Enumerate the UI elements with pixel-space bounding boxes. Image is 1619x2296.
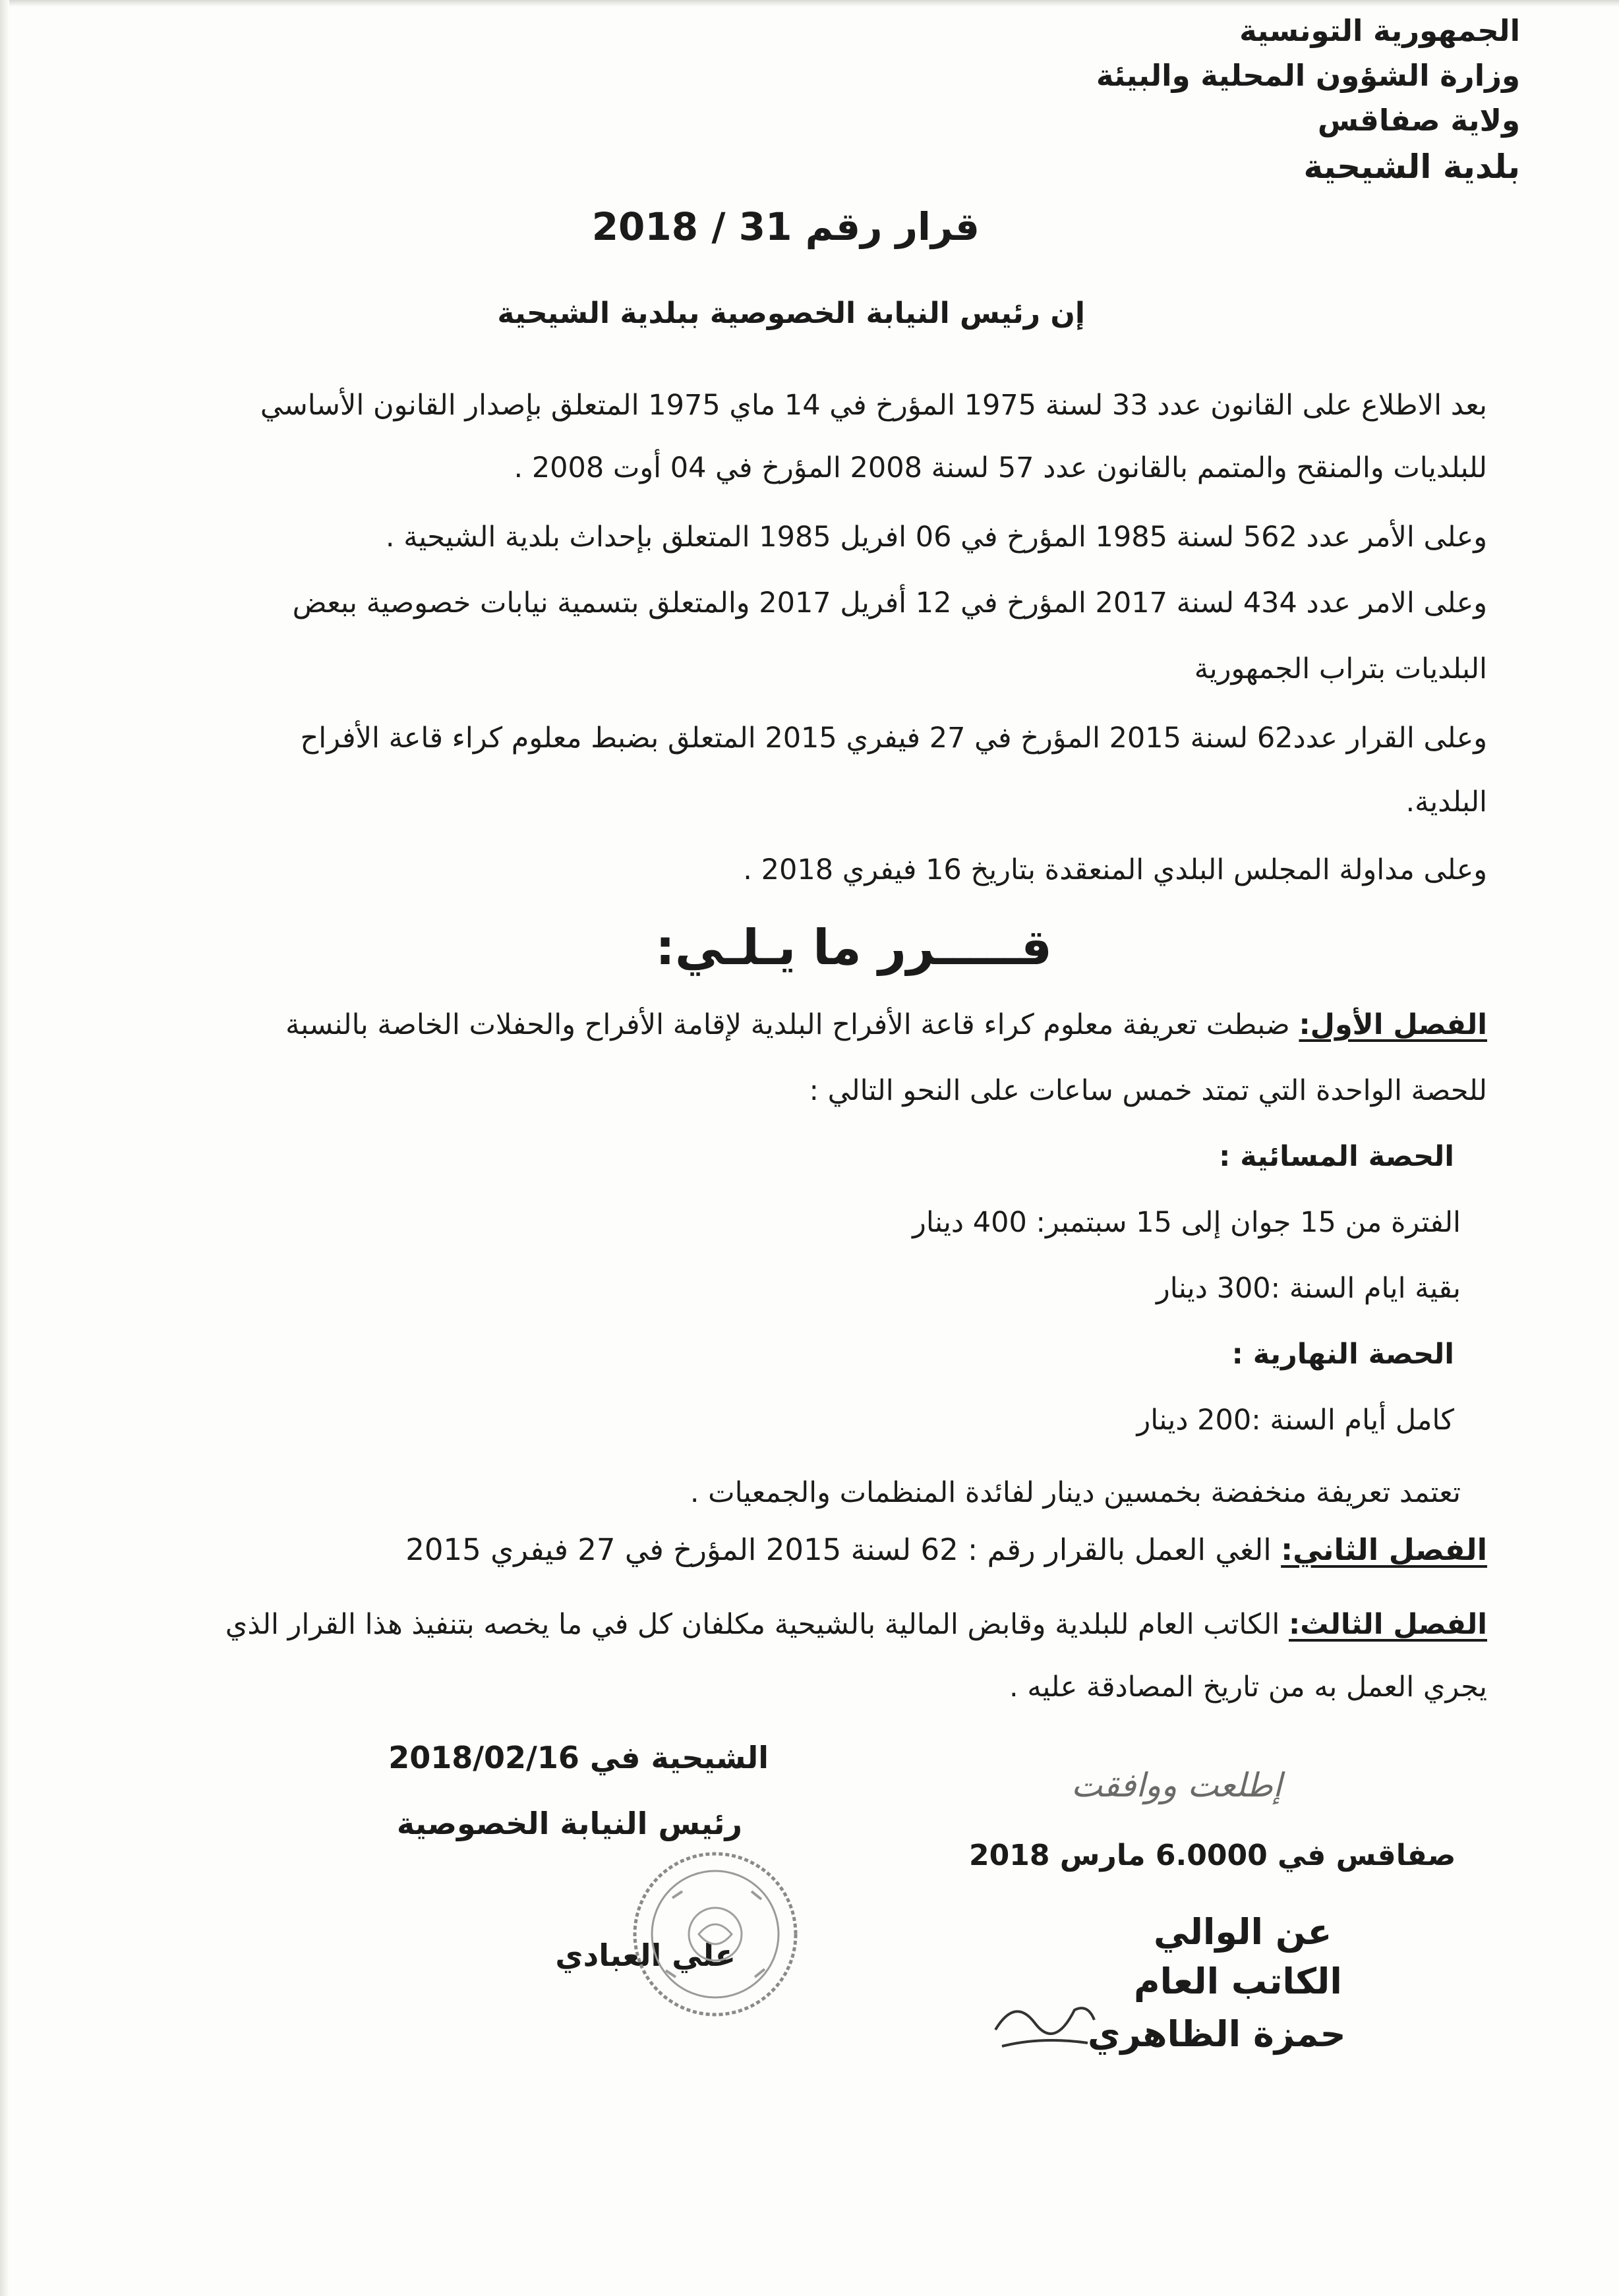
scan-edge-top — [0, 0, 1619, 7]
article1-line2: للحصة الواحدة التي تمتد خمس ساعات على النحو التالي : — [809, 1074, 1487, 1107]
decision-issuer: إن رئيس النيابة الخصوصية ببلدية الشيحية — [497, 297, 1085, 330]
preamble-p5: وعلى مداولة المجلس البلدي المنعقدة بتاريخ 16 فيفري 2018 . — [743, 853, 1487, 886]
day-all-year-rate: كامل أيام السنة :200 دينار — [1136, 1404, 1454, 1437]
article3-line2: يجري العمل به من تاريخ المصادقة عليه . — [1009, 1671, 1487, 1704]
evening-rest-rate: بقية ايام السنة :300 دينار — [1156, 1272, 1461, 1305]
preamble-p3-line1: وعلى الامر عدد 434 لسنة 2017 المؤرخ في 12 أفريل 2017 والمتعلق بتسمية نيابات خصوصية ببعض — [292, 587, 1487, 619]
article3-label: الفصل الثالث: — [1289, 1608, 1487, 1641]
decision-title: قرار رقم 31 / 2018 — [591, 204, 980, 249]
header-municipality: بلدية الشيحية — [1303, 148, 1520, 186]
article1-text-line1: ضبطت تعريفة معلوم كراء قاعة الأفراح البلدية لإقامة الأفراح والحفلات الخاصة بالنسبة — [285, 1008, 1299, 1041]
official-seal-stamp — [626, 1845, 804, 2023]
governor-on-behalf: عن الوالي — [1154, 1911, 1332, 1953]
preamble-p1-line2: للبلديات والمنقح والمتمم بالقانون عدد 57 لسنة 2008 المؤرخ في 04 أوت 2008 . — [514, 451, 1487, 484]
article2-text: الغي العمل بالقرار رقم : 62 لسنة 2015 المؤرخ في 27 فيفري 2015 — [405, 1532, 1281, 1567]
article3-line1 — [225, 1608, 1487, 1641]
evening-summer-rate: الفترة من 15 جوان إلى 15 سبتمبر: 400 دينار — [912, 1206, 1461, 1239]
header-state: ولاية صفاقس — [1317, 103, 1520, 138]
signature-role: رئيس النيابة الخصوصية — [396, 1806, 742, 1841]
evening-session-label: الحصة المسائية : — [1219, 1140, 1454, 1173]
article2-line — [405, 1532, 1487, 1567]
header-republic: الجمهورية التونسية — [1239, 13, 1520, 48]
signature-place-date: الشيحية في 2018/02/16 — [388, 1740, 769, 1775]
day-session-label: الحصة النهارية : — [1231, 1338, 1454, 1371]
preamble-p4-line1: وعلى القرار عدد62 لسنة 2015 المؤرخ في 27 فيفري 2015 المتعلق بضبط معلوم كراء قاعة الأفراح — [300, 722, 1487, 755]
article3-text-line1: الكاتب العام للبلدية وقابض المالية بالشيحية مكلفان كل في ما يخصه بتنفيذ هذا القرار الذي — [225, 1608, 1289, 1641]
handwritten-signature — [989, 1984, 1101, 2063]
decides-heading: قـــــرر ما يـلـي: — [655, 919, 1052, 976]
preamble-p3-line2: البلديات بتراب الجمهورية — [1194, 652, 1487, 685]
governor-role: الكاتب العام — [1134, 1961, 1342, 2002]
header-ministry: وزارة الشؤون المحلية والبيئة — [1096, 58, 1520, 93]
article1-label: الفصل الأول: — [1299, 1008, 1487, 1041]
preamble-p2: وعلى الأمر عدد 562 لسنة 1985 المؤرخ في 06 افريل 1985 المتعلق بإحداث بلدية الشيحية . — [385, 521, 1487, 554]
scan-edge-left — [0, 0, 9, 2296]
preamble-p1-line1: بعد الاطلاع على القانون عدد 33 لسنة 1975 المؤرخ في 14 ماي 1975 المتعلق بإصدار القانون الأساسي — [260, 389, 1487, 422]
approval-handwritten: إطلعت ووافقت — [1071, 1766, 1282, 1804]
signature-name: علي العبادي — [555, 1937, 736, 1973]
governor-name: حمزة الظاهري — [1088, 2013, 1346, 2055]
article1-line1 — [285, 1008, 1487, 1041]
article2-label: الفصل الثاني: — [1281, 1532, 1487, 1567]
governor-place-date: صفاقس في 6.0000 مارس 2018 — [969, 1839, 1456, 1872]
reduced-rate-note: تعتمد تعريفة منخفضة بخمسين دينار لفائدة المنظمات والجمعيات . — [690, 1476, 1461, 1509]
preamble-p4-line2: البلدية. — [1405, 786, 1487, 818]
